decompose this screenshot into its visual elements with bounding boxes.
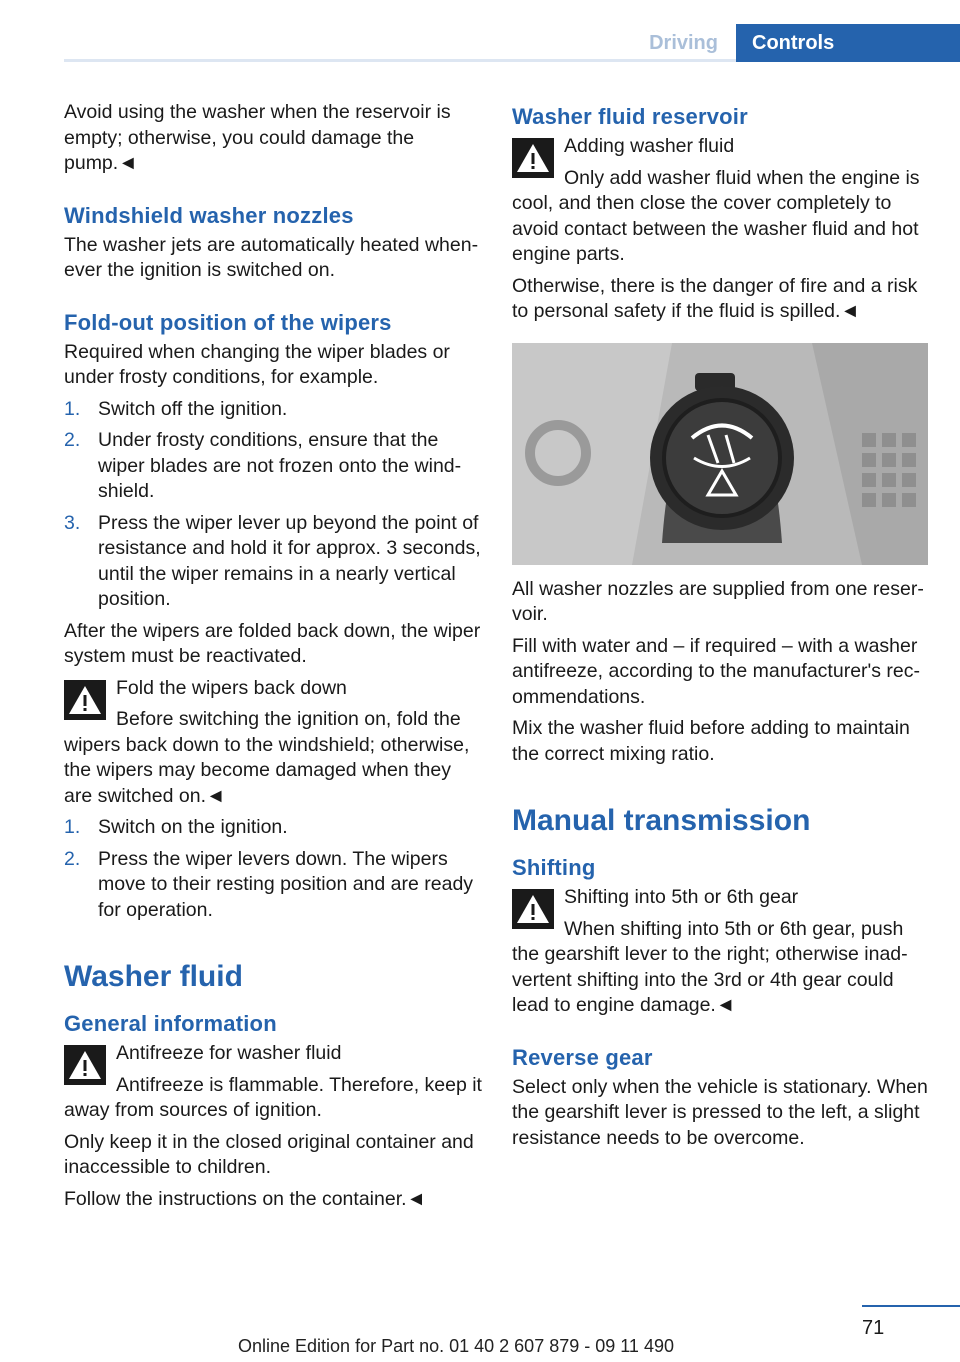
warning-fold-back [64,676,484,810]
warning-triangle-icon [512,889,554,929]
right-column [512,100,930,1157]
paragraph-closed-container: Only keep it in the closed original container and inaccessible to children. [64,1130,474,1178]
page-number: 71 [862,1317,885,1339]
warning-shifting [512,885,930,1019]
section-tab-controls[interactable]: Controls [736,24,960,62]
paragraph-reverse: Select only when the vehicle is stationary. When the gearshift lever is pressed to the left, a slight resistance needs to be overcome. [512,1075,928,1149]
edition-note: Online Edition for Part no. 01 40 2 607 879 - 09 11 490 [238,1336,674,1356]
heading-general-information: General information [64,1011,277,1036]
paragraph-mix-fluid: Mix the washer fluid before adding to maintain the correct mixing ratio. [512,717,910,765]
paragraph-nozzles: The washer jets are automatically heated whenever the ignition is switched on. [64,233,479,281]
steps-fold-out [64,397,484,613]
paragraph-danger: Otherwise, there is the danger of fire and a risk to personal safety if the fluid is spilled.◄ [512,274,918,322]
step-text: Switch on the ignition. [98,816,288,838]
step-number: 3. [64,511,81,534]
heading-washer-fluid: Washer fluid [64,960,243,993]
warning-title: Adding washer fluid [564,135,735,157]
steps-reactivate [64,815,484,923]
paragraph-fill-water: Fill with water and – if required – with a washer antifreeze, according to the manufacturer's recommendations. [512,634,921,708]
paragraph-avoid-washer: Avoid using the washer when the reservoir is empty; otherwise, you could damage the pump.◄ [64,101,451,174]
heading-manual-transmission: Manual transmission [512,804,811,837]
warning-title: Shifting into 5th or 6th gear [564,886,799,908]
paragraph-after-folded: After the wipers are folded back down, the wiper system must be reactivated. [64,619,481,667]
warning-triangle-icon [512,138,554,178]
heading-shifting: Shifting [512,855,596,880]
warning-text: Before switching the ignition on, fold the wipers back down to the windshield; otherwise, the wipers may become damaged when they are switched on.◄ [64,708,470,807]
warning-title: Antifreeze for washer fluid [116,1042,342,1064]
heading-windshield-washer-nozzles: Windshield washer nozzles [64,202,354,228]
paragraph-all-nozzles: All washer nozzles are supplied from one reservoir. [512,577,924,625]
heading-washer-fluid-reservoir: Washer fluid reservoir [512,104,748,129]
list-item [64,847,484,924]
paragraph-follow-instructions: Follow the instructions on the container.◄ [64,1187,426,1210]
warning-adding-fluid [512,134,930,268]
list-item [64,397,484,423]
warning-text: Antifreeze is flammable. Therefore, keep it away from sources of ignition. [64,1073,482,1121]
warning-triangle-icon [64,680,106,720]
heading-fold-out-position: Fold-out position of the wipers [64,309,392,335]
list-item [64,815,484,841]
step-text: Press the wiper lever up beyond the point of resistance and hold it for approx. 3 seconds, until the wiper remains in a nearly vertical position. [98,511,481,610]
warning-text: Only add washer fluid when the engine is cool, and then close the cover completely to avoid contact between the washer fluid and hot engine parts. [512,166,920,265]
warning-triangle-icon [64,1045,106,1085]
list-item [64,428,484,505]
page-header [0,0,960,62]
warning-antifreeze [64,1041,484,1124]
heading-reverse-gear: Reverse gear [512,1044,653,1070]
step-text: Under frosty conditions, ensure that the wiper blades are not frozen onto the windshield. [98,429,462,502]
step-number: 1. [64,816,81,838]
step-number: 1. [64,397,81,420]
step-number: 2. [64,429,81,451]
warning-text: When shifting into 5th or 6th gear, push the gearshift lever to the right; otherwise inadvertent shifting into the 3rd or 4th gear could lead to engine damage.◄ [512,917,908,1016]
list-item [64,511,484,613]
step-text: Press the wiper levers down. The wipers move to their resting position and are ready for operation. [98,847,474,921]
step-text: Switch off the ignition. [98,397,288,420]
warning-title: Fold the wipers back down [116,676,347,699]
footer-rule [862,1305,960,1307]
washer-reservoir-cap-photo [512,343,928,565]
left-column [64,100,484,1218]
step-number: 2. [64,847,81,870]
section-tab-driving[interactable]: Driving [649,32,718,54]
paragraph-foldout: Required when changing the wiper blades or under frosty conditions, for example. [64,340,450,388]
